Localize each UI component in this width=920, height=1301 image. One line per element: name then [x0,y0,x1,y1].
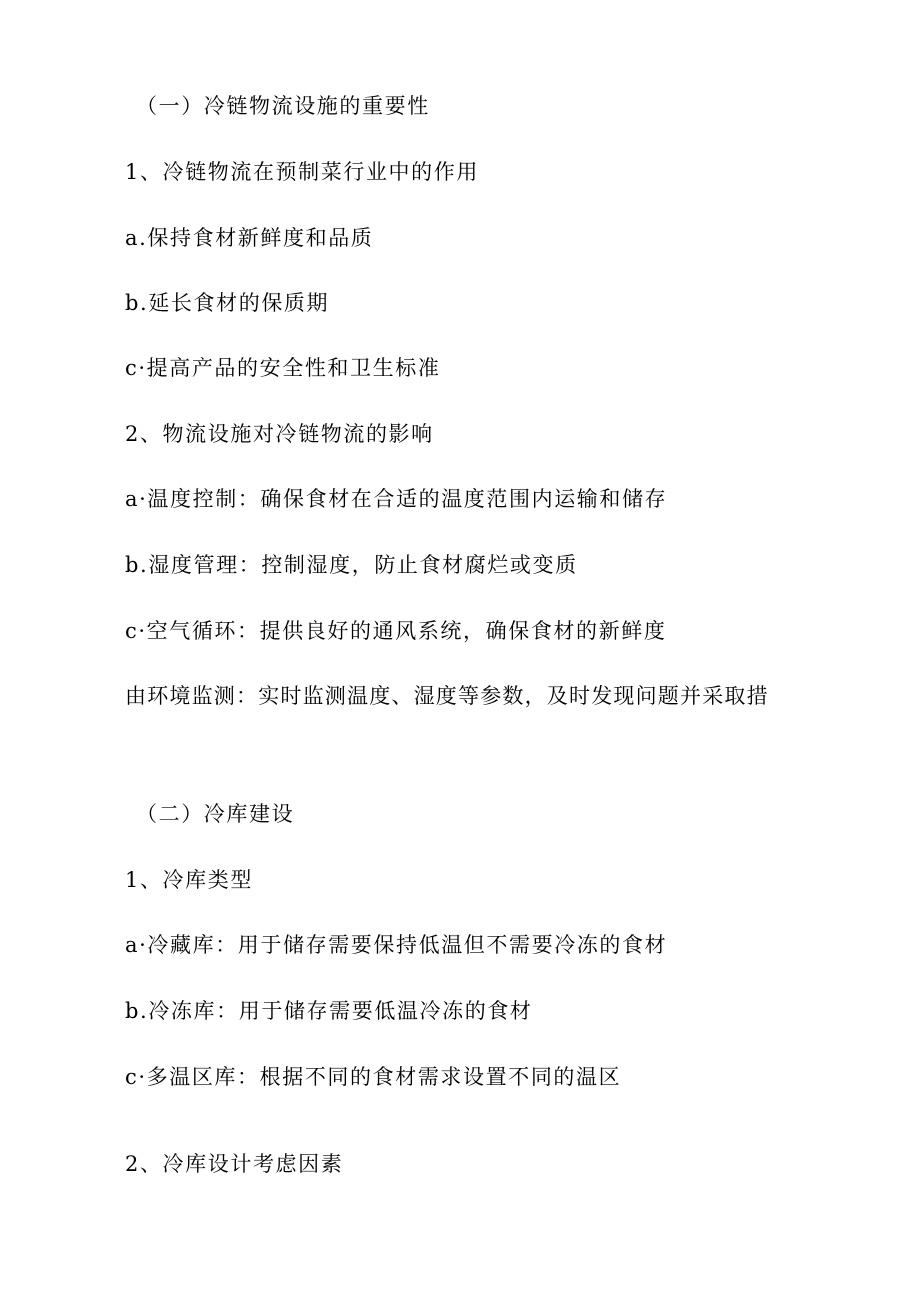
section-heading-cold-storage: （二）冷库建设 [136,802,295,826]
list-item: c·空气循环：提供良好的通风系统，确保食材的新鲜度 [125,619,667,643]
list-item: b.湿度管理：控制湿度，防止食材腐烂或变质 [125,553,578,577]
list-item: 由环境监测：实时监测温度、湿度等参数，及时发现问题并采取措 [125,684,769,708]
subheading-design-factors: 2、冷库设计考虑因素 [125,1152,344,1176]
subheading-impact: 2、物流设施对冷链物流的影响 [125,422,434,446]
section-heading-importance: （一）冷链物流设施的重要性 [136,94,430,118]
subheading-types: 1、冷库类型 [125,868,253,892]
subheading-role: 1、冷链物流在预制菜行业中的作用 [125,160,479,184]
list-item: c·多温区库：根据不同的食材需求设置不同的温区 [125,1065,622,1089]
list-item: a.保持食材新鲜度和品质 [125,226,374,250]
list-item: b.冷冻库：用于储存需要低温冷冻的食材 [125,999,533,1023]
list-item: c·提高产品的安全性和卫生标准 [125,356,441,380]
list-item: a·温度控制：确保食材在合适的温度范围内运输和储存 [125,487,668,511]
list-item: a·冷藏库：用于储存需要保持低温但不需要冷冻的食材 [125,933,668,957]
list-item: b.延长食材的保质期 [125,291,330,315]
